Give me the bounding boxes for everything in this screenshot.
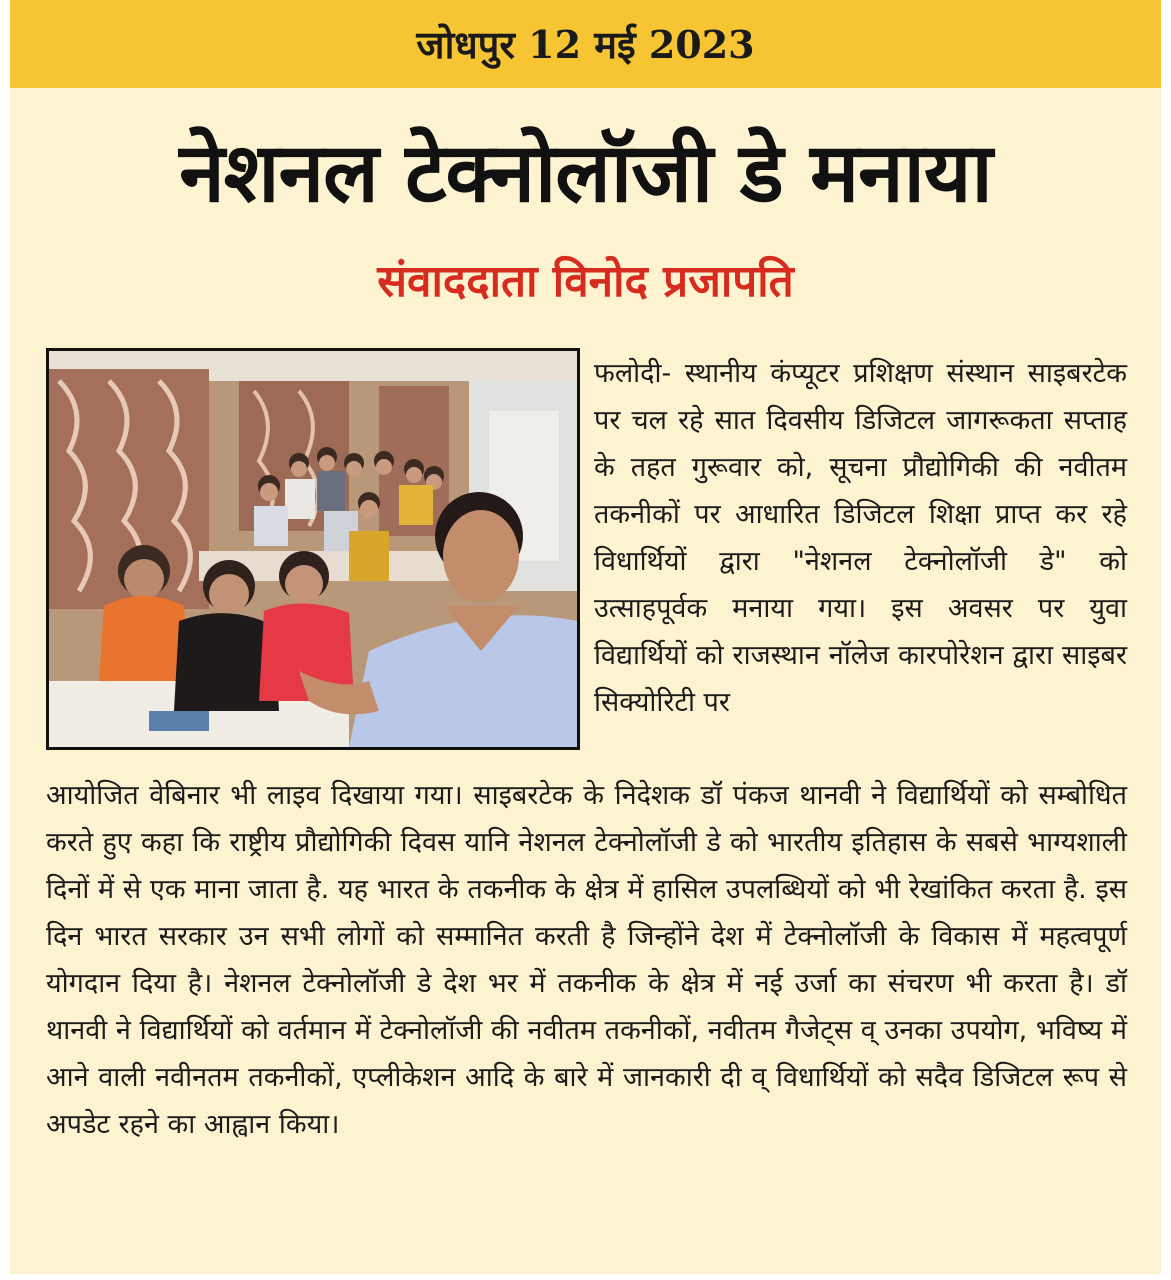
dateline-text: जोधपुर 12 मई 2023 (416, 22, 755, 67)
dateline-banner (10, 0, 1161, 88)
article-text-beside-photo: फलोदी- स्थानीय कंप्यूटर प्रशिक्षण संस्थान साइबरटेक पर चल रहे सात दिवसीय डिजिटल जागरूकता सप्ताह के तहत गुरूवार को, सूचना प्रौद्योगिकी की नवीतम तकनीकों पर आधारित डिजिटल शिक्षा प्राप्त कर रहे विधार्थियों द्वारा "नेशनल टेक्नोलॉजी डे" को उत्साहपूर्वक मनाया गया। इस अवसर पर युवा विद्यार्थियों को राजस्थान नॉलेज कारपोरेशन द्वारा साइबर सिक्योरिटी पर (594, 358, 1127, 718)
news-clipping (10, 0, 1161, 1274)
headline: नेशनल टेक्नोलॉजी डे मनाया (179, 126, 992, 221)
byline: संवाददाता विनोद प्रजापति (377, 256, 794, 307)
classroom-photo (46, 348, 580, 750)
classroom-group-selfie-photo (49, 351, 577, 747)
article-text-continued: आयोजित वेबिनार भी लाइव दिखाया गया। साइबरटेक के निदेशक डॉ पंकज थानवी ने विद्यार्थियों को सम्बोधित करते हुए कहा कि राष्ट्रीय प्रौद्योगिकी दिवस यानि नेशनल टेक्नोलॉजी डे को भारतीय इतिहास के सबसे भाग्यशाली दिनों में से एक माना जाता है. यह भारत के तकनीक के क्षेत्र में हासिल उपलब्धियों को भी रेखांकित करता है. इस दिन भारत सरकार उन सभी लोगों को सम्मानित करती है जिन्होंने देश में टेक्नोलॉजी के विकास में महत्वपूर्ण योगदान दिया है। नेशनल टेक्नोलॉजी डे देश भर में तकनीक के क्षेत्र में नई उर्जा का संचरण भी करता है। डॉ थानवी ने विद्यार्थियों को वर्तमान में टेक्नोलॉजी की नवीतम तकनीकों, नवीतम गैजेट्स व् उनका उपयोग, भविष्य में आने वाली नवीनतम तकनीकों, एप्लीकेशन आदि के बारे में जानकारी दी व् विधार्थियों को सदैव डिजिटल रूप से अपडेट रहने का आह्वान किया। (46, 780, 1127, 1140)
